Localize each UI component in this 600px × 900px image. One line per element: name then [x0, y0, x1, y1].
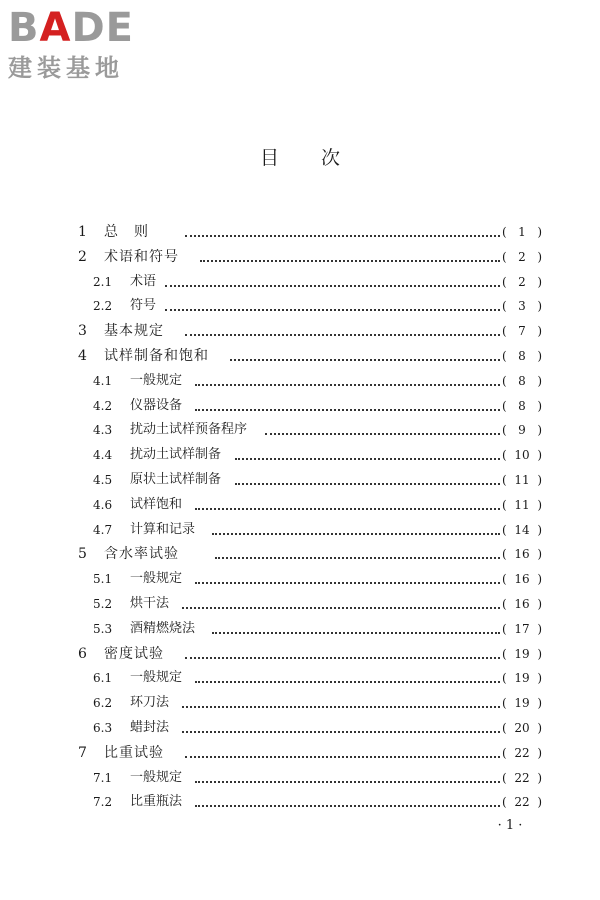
toc-entry-page: ( 11 )	[502, 493, 542, 518]
toc-entry-page: ( 1 )	[502, 220, 542, 245]
toc-entry-number: 1	[78, 224, 87, 240]
bade-logo	[8, 6, 178, 82]
toc-entry-label: 仪器设备	[130, 397, 183, 413]
toc-entry-page: ( 22 )	[502, 766, 542, 791]
toc-entry-page: ( 14 )	[502, 518, 542, 543]
toc-section-row[interactable]	[0, 443, 600, 468]
toc-entry-page: ( 19 )	[502, 666, 542, 691]
toc-entry-number: 5.3	[93, 621, 113, 636]
toc-entry-number: 5	[78, 546, 87, 563]
toc-chapter-row[interactable]	[0, 344, 600, 369]
toc-dot-leader	[200, 260, 500, 262]
table-of-contents	[0, 220, 600, 815]
toc-entry-page: ( 19 )	[502, 642, 542, 667]
toc-entry-number: 2.1	[93, 274, 113, 289]
toc-entry-label: 计算和记录	[130, 521, 196, 537]
toc-section-row[interactable]	[0, 617, 600, 642]
page-number: · 1 ·	[497, 818, 523, 833]
toc-entry-label: 一般规定	[130, 372, 183, 388]
toc-entry-number: 6	[78, 645, 87, 662]
toc-entry-number: 3	[78, 323, 87, 340]
toc-entry-page: ( 7 )	[502, 319, 542, 344]
toc-entry-label: 术语和符号	[104, 248, 179, 265]
toc-section-row[interactable]	[0, 518, 600, 543]
toc-entry-page: ( 9 )	[502, 418, 542, 443]
toc-entry-label: 术语	[130, 273, 157, 289]
toc-section-row[interactable]	[0, 418, 600, 443]
toc-section-row[interactable]	[0, 270, 600, 295]
toc-entry-number: 5.2	[93, 596, 113, 611]
toc-entry-number: 6.2	[93, 696, 113, 711]
toc-section-row[interactable]	[0, 666, 600, 691]
toc-entry-page: ( 8 )	[502, 369, 542, 394]
toc-entry-number: 5.1	[93, 572, 113, 587]
toc-section-row[interactable]	[0, 716, 600, 741]
toc-entry-label: 密度试验	[104, 645, 164, 662]
toc-entry-label: 蜡封法	[130, 719, 170, 735]
toc-dot-leader	[235, 458, 500, 460]
toc-section-row[interactable]	[0, 294, 600, 319]
toc-entry-label: 酒精燃烧法	[130, 620, 196, 636]
toc-entry-number: 4.2	[93, 398, 113, 413]
toc-entry-label: 含水率试验	[104, 546, 179, 563]
toc-dot-leader	[185, 235, 500, 237]
toc-entry-label: 烘干法	[130, 595, 170, 611]
toc-entry-label: 扰动土试样制备	[130, 447, 222, 463]
toc-dot-leader	[195, 681, 500, 683]
toc-entry-page: ( 22 )	[502, 741, 542, 766]
toc-entry-page: ( 8 )	[502, 394, 542, 419]
toc-entry-number: 4.5	[93, 472, 113, 487]
toc-dot-leader	[165, 285, 500, 287]
toc-dot-leader	[185, 756, 500, 758]
toc-section-row[interactable]	[0, 369, 600, 394]
toc-dot-leader	[265, 433, 500, 435]
toc-dot-leader	[195, 781, 500, 783]
toc-entry-label: 总 则	[104, 224, 149, 240]
toc-entry-page: ( 2 )	[502, 270, 542, 295]
toc-entry-label: 试样饱和	[130, 496, 183, 512]
toc-chapter-row[interactable]	[0, 319, 600, 344]
logo-subtitle: 建装基地	[8, 54, 124, 82]
toc-entry-number: 4	[78, 347, 87, 364]
toc-section-row[interactable]	[0, 790, 600, 815]
toc-dot-leader	[182, 607, 500, 609]
toc-dot-leader	[195, 508, 500, 510]
toc-section-row[interactable]	[0, 592, 600, 617]
toc-dot-leader	[212, 632, 500, 634]
toc-dot-leader	[235, 483, 500, 485]
toc-entry-label: 一般规定	[130, 769, 183, 785]
toc-dot-leader	[185, 657, 500, 659]
toc-chapter-row[interactable]	[0, 542, 600, 567]
toc-entry-page: ( 16 )	[502, 542, 542, 567]
toc-entry-number: 7	[78, 744, 87, 761]
toc-entry-number: 4.3	[93, 423, 113, 438]
toc-entry-label: 一般规定	[130, 670, 183, 686]
toc-entry-page: ( 10 )	[502, 443, 542, 468]
toc-section-row[interactable]	[0, 567, 600, 592]
toc-entry-page: ( 22 )	[502, 790, 542, 815]
toc-entry-page: ( 16 )	[502, 567, 542, 592]
toc-chapter-row[interactable]	[0, 642, 600, 667]
toc-entry-number: 6.1	[93, 671, 113, 686]
toc-entry-label: 基本规定	[104, 323, 164, 340]
toc-chapter-row[interactable]	[0, 741, 600, 766]
toc-dot-leader	[185, 334, 500, 336]
toc-entry-number: 7.2	[93, 795, 113, 810]
toc-entry-number: 2	[78, 248, 87, 265]
toc-entry-number: 4.1	[93, 373, 113, 388]
toc-entry-page: ( 2 )	[502, 245, 542, 270]
toc-dot-leader	[182, 731, 500, 733]
logo-wordmark: BADE	[8, 5, 134, 51]
toc-entry-number: 4.4	[93, 448, 113, 463]
toc-section-row[interactable]	[0, 691, 600, 716]
toc-entry-page: ( 16 )	[502, 592, 542, 617]
toc-dot-leader	[195, 409, 500, 411]
toc-entry-page: ( 20 )	[502, 716, 542, 741]
toc-section-row[interactable]	[0, 493, 600, 518]
toc-entry-label: 比重瓶法	[130, 794, 183, 810]
toc-entry-label: 比重试验	[104, 744, 164, 761]
toc-dot-leader	[182, 706, 500, 708]
toc-section-row[interactable]	[0, 394, 600, 419]
toc-entry-label: 扰动土试样预备程序	[130, 422, 248, 438]
toc-dot-leader	[195, 582, 500, 584]
toc-entry-page: ( 17 )	[502, 617, 542, 642]
toc-chapter-row[interactable]	[0, 220, 600, 245]
toc-entry-number: 2.2	[93, 299, 113, 314]
toc-section-row[interactable]	[0, 468, 600, 493]
toc-entry-number: 6.3	[93, 720, 113, 735]
toc-entry-label: 符号	[130, 298, 157, 314]
toc-dot-leader	[212, 533, 500, 535]
toc-dot-leader	[215, 557, 500, 559]
toc-dot-leader	[195, 805, 500, 807]
page-title: 目次	[259, 147, 382, 169]
toc-section-row[interactable]	[0, 766, 600, 791]
toc-entry-number: 7.1	[93, 770, 113, 785]
toc-dot-leader	[165, 309, 500, 311]
toc-dot-leader	[195, 384, 500, 386]
toc-entry-page: ( 19 )	[502, 691, 542, 716]
toc-entry-label: 环刀法	[130, 695, 170, 711]
toc-entry-label: 一般规定	[130, 571, 183, 587]
toc-entry-number: 4.7	[93, 522, 113, 537]
toc-entry-page: ( 8 )	[502, 344, 542, 369]
toc-entry-label: 试样制备和饱和	[104, 347, 209, 364]
toc-entry-label: 原状土试样制备	[130, 471, 222, 487]
toc-chapter-row[interactable]	[0, 245, 600, 270]
toc-entry-number: 4.6	[93, 497, 113, 512]
toc-entry-page: ( 11 )	[502, 468, 542, 493]
toc-dot-leader	[230, 359, 500, 361]
toc-entry-page: ( 3 )	[502, 294, 542, 319]
